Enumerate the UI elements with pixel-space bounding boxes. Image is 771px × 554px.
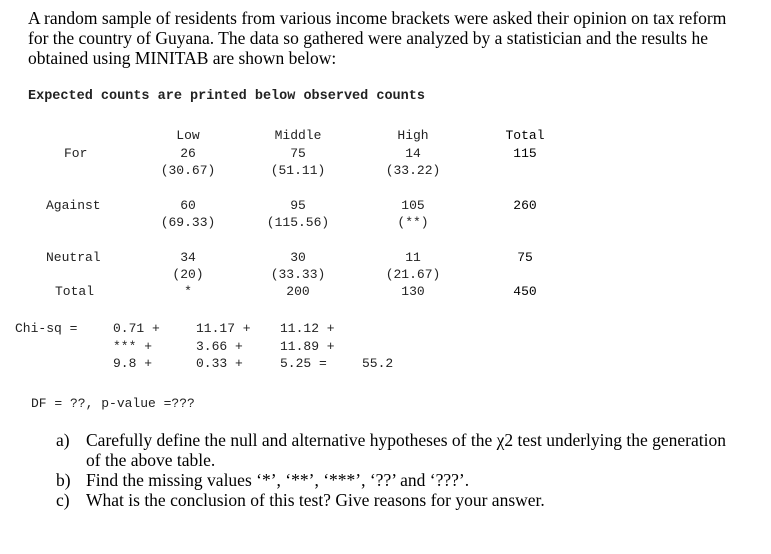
expected-cell: (**) [397, 215, 429, 230]
expected-cell: (20) [172, 267, 204, 282]
column-total: * [184, 284, 192, 299]
chisq-label: Chi-sq = [15, 321, 78, 336]
chisq-term: 3.66 + [196, 339, 243, 354]
column-total: 200 [286, 284, 310, 299]
grand-total: 450 [513, 284, 537, 299]
column-header-middle: Middle [274, 128, 322, 143]
observed-cell: 34 [180, 250, 196, 265]
chisq-term: *** + [113, 339, 153, 354]
question-text: Find the missing values ‘*’, ‘**’, ‘***’, ‘??’ and ‘???’. [86, 470, 470, 490]
observed-cell: 60 [180, 198, 196, 213]
question-text: What is the conclusion of this test? Give reasons for your answer. [86, 490, 545, 510]
row-total: 115 [513, 146, 537, 161]
row-total: 75 [517, 250, 533, 265]
chisq-term: 11.17 + [196, 321, 251, 336]
row-total: 260 [513, 198, 537, 213]
expected-cell: (21.67) [385, 267, 441, 282]
question-text: of the above table. [86, 450, 216, 470]
question-label: b) [56, 470, 71, 490]
observed-cell: 95 [290, 198, 306, 213]
expected-cell: (115.56) [266, 215, 330, 230]
question-label: c) [56, 490, 70, 510]
question-label: a) [56, 430, 70, 450]
chisq-term: 11.89 + [280, 339, 335, 354]
expected-cell: (33.22) [385, 163, 441, 178]
chisq-total: 55.2 [362, 356, 394, 371]
expected-cell: (69.33) [160, 215, 216, 230]
intro-line: A random sample of residents from various income brackets were asked their opinion on tax reform [28, 8, 727, 28]
problem-intro [28, 8, 758, 68]
chisq-term: 11.12 + [280, 321, 335, 336]
expected-cell: (51.11) [270, 163, 326, 178]
table-header-note: Expected counts are printed below observed counts [28, 89, 425, 104]
row-label-for: For [64, 146, 88, 161]
observed-cell: 11 [405, 250, 421, 265]
intro-line: for the country of Guyana. The data so gathered were analyzed by a statistician and the results he [28, 28, 708, 48]
observed-cell: 75 [290, 146, 306, 161]
question-text: Carefully define the null and alternative hypotheses of the χ2 test underlying the generation [86, 430, 726, 450]
row-label-total: Total [55, 284, 95, 299]
chisq-term: 0.71 + [113, 321, 160, 336]
intro-line: obtained using MINITAB are shown below: [28, 48, 337, 68]
observed-cell: 105 [401, 198, 425, 213]
observed-cell: 30 [290, 250, 306, 265]
column-total: 130 [401, 284, 425, 299]
column-header-total: Total [505, 128, 545, 143]
chisq-term: 0.33 + [196, 356, 243, 371]
expected-cell: (30.67) [160, 163, 216, 178]
chisq-term: 5.25 = [280, 356, 327, 371]
observed-cell: 26 [180, 146, 196, 161]
column-header-low: Low [176, 128, 200, 143]
df-pvalue-line: DF = ??, p-value =??? [31, 396, 195, 411]
chisq-term: 9.8 + [113, 356, 153, 371]
row-label-against: Against [46, 198, 101, 213]
row-label-neutral: Neutral [46, 250, 101, 265]
observed-cell: 14 [405, 146, 421, 161]
expected-cell: (33.33) [270, 267, 326, 282]
column-header-high: High [397, 128, 429, 143]
